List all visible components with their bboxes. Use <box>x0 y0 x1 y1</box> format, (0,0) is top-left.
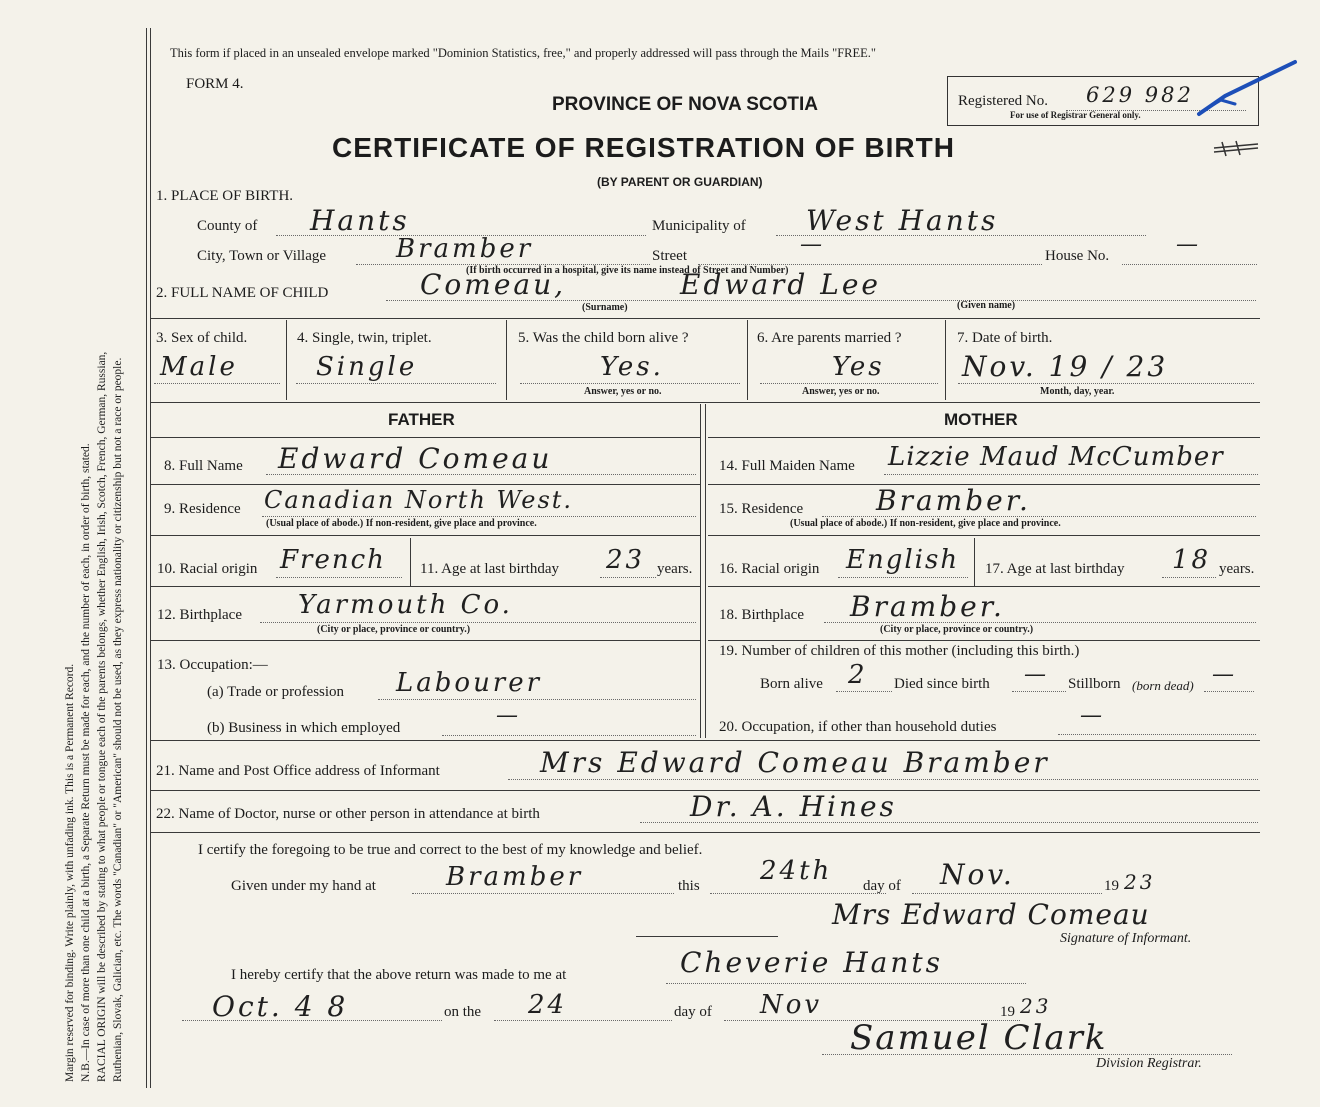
born-alive-question: 5. Was the child born alive ? <box>518 330 689 346</box>
house-no-label: House No. <box>1045 248 1110 264</box>
margin-line-2: N.B.—In case of more than one child at a birth, a Separate Return must be made for each, and the number of each, in order of birth, stated. <box>80 443 92 1082</box>
mother-heading: MOTHER <box>944 410 1018 429</box>
mother-residence-label: 15. Residence <box>719 501 804 517</box>
child-surname: Comeau, <box>420 268 567 301</box>
city-value: Bramber <box>396 234 534 264</box>
father-age-label: 11. Age at last birthday <box>420 561 559 577</box>
province-heading: PROVINCE OF NOVA SCOTIA <box>552 94 819 115</box>
plurality-label: 4. Single, twin, triplet. <box>297 330 432 346</box>
registrar-place-value: Cheverie Hants <box>680 946 943 979</box>
certificate-title: CERTIFICATE OF REGISTRATION OF BIRTH <box>332 132 955 163</box>
registered-no-label: Registered No. <box>958 93 1048 109</box>
born-alive-count-value: 2 <box>848 660 868 690</box>
mother-residence-caption: (Usual place of abode.) If non-resident, give place and province. <box>790 518 1061 529</box>
city-label: City, Town or Village <box>197 248 327 264</box>
father-trade-label: (a) Trade or profession <box>207 684 345 700</box>
mother-name-value: Lizzie Maud McCumber <box>888 442 1224 472</box>
died-since-birth-value: — <box>1024 662 1049 687</box>
father-residence-label: 9. Residence <box>164 501 241 517</box>
registrar-use-note: For use of Registrar General only. <box>1010 110 1141 120</box>
parents-married-question: 6. Are parents married ? <box>757 330 902 346</box>
dob-label: 7. Date of birth. <box>957 330 1053 346</box>
sex-label: 3. Sex of child. <box>156 330 248 346</box>
child-name-label: 2. FULL NAME OF CHILD <box>156 285 329 301</box>
registered-no-value: 629 982 <box>1086 83 1194 107</box>
children-count-label: 19. Number of children of this mother (including this birth.) <box>719 643 1080 659</box>
born-alive-answer: Yes. <box>600 352 664 382</box>
parents-married-answer: Yes <box>832 352 885 382</box>
attendant-label: 22. Name of Doctor, nurse or other person in attendance at birth <box>156 806 540 822</box>
margin-line-4: Ruthenian, Slovak, Galician, etc. The words "Canadian" or "American" should not be used, as they express nationality or citizenship but not a race or people. <box>112 357 124 1082</box>
father-business-value: — <box>496 703 521 728</box>
mother-age-label: 17. Age at last birthday <box>985 561 1125 577</box>
father-birthplace-label: 12. Birthplace <box>157 607 242 623</box>
father-name-label: 8. Full Name <box>164 458 243 474</box>
born-alive-caption: Answer, yes or no. <box>584 386 662 397</box>
plurality-value: Single <box>316 352 418 382</box>
father-years-label: years. <box>657 561 693 577</box>
mother-occupation-label: 20. Occupation, if other than household duties <box>719 719 997 735</box>
stillborn-note: (born dead) <box>1132 678 1194 693</box>
margin-notes <box>62 22 126 1082</box>
father-name-value: Edward Comeau <box>278 442 553 475</box>
stillborn-value: — <box>1212 662 1237 687</box>
street-value: — <box>800 232 825 257</box>
mother-age-value: 18 <box>1172 545 1212 575</box>
father-heading: FATHER <box>388 410 455 429</box>
mother-birthplace-caption: (City or place, province or country.) <box>880 624 1034 635</box>
surname-caption: (Surname) <box>582 302 628 313</box>
margin-line-3: RACIAL ORIGIN will be described by stating to what people or tongue each of the parents belongs, whether English, Irish, Scotch, French, German, Russian, <box>96 351 108 1082</box>
dob-value: Nov. 19 / 23 <box>962 350 1169 383</box>
mother-racial-label: 16. Racial origin <box>719 561 820 577</box>
form-number: FORM 4. <box>186 76 244 92</box>
given-day-of-label: day of <box>863 878 901 894</box>
father-business-label: (b) Business in which employed <box>207 720 401 736</box>
died-since-birth-label: Died since birth <box>894 676 990 692</box>
father-residence-value: Canadian North West. <box>264 486 574 514</box>
street-label: Street <box>652 248 687 264</box>
municipality-value: West Hants <box>806 204 999 237</box>
given-year-value: 23 <box>1124 870 1156 894</box>
child-given-name: Edward Lee <box>680 268 881 301</box>
informant-signature-caption: Signature of Informant. <box>1060 931 1192 946</box>
county-label: County of <box>197 218 258 234</box>
hospital-note: (If birth occurred in a hospital, give its name instead of Street and Number) <box>466 265 789 276</box>
certificate-subtitle: (BY PARENT OR GUARDIAN) <box>597 175 763 189</box>
certify-statement: I certify the foregoing to be true and correct to the best of my knowledge and belief. <box>198 842 703 858</box>
mother-name-label: 14. Full Maiden Name <box>719 458 855 474</box>
born-alive-count-label: Born alive <box>760 676 823 692</box>
father-trade-value: Labourer <box>396 668 543 698</box>
informant-value: Mrs Edward Comeau Bramber <box>540 746 1050 779</box>
registration-date-note: Oct. 4 8 <box>212 990 349 1023</box>
father-age-value: 23 <box>606 545 646 575</box>
mother-residence-value: Bramber. <box>876 484 1031 517</box>
registration-year-prefix: 19 <box>1000 1004 1015 1020</box>
given-at-label: Given under my hand at <box>231 878 376 894</box>
attendant-value: Dr. A. Hines <box>690 790 897 823</box>
mother-birthplace-value: Bramber. <box>850 590 1005 623</box>
mother-years-label: years. <box>1219 561 1255 577</box>
given-at-value: Bramber <box>446 862 584 892</box>
father-residence-caption: (Usual place of abode.) If non-resident, give place and province. <box>266 518 537 529</box>
place-of-birth-heading: 1. PLACE OF BIRTH. <box>156 188 294 204</box>
registration-day-value: 24 <box>528 990 568 1020</box>
given-month-value: Nov. <box>940 858 1015 891</box>
father-racial-label: 10. Racial origin <box>157 561 258 577</box>
mother-occupation-value: — <box>1080 703 1105 728</box>
left-border-inner <box>150 28 151 1088</box>
blue-check-mark <box>1195 56 1305 120</box>
father-birthplace-caption: (City or place, province or country.) <box>317 624 471 635</box>
mail-notice: This form if placed in an unsealed envelope marked "Dominion Statistics, free," and properly addressed will pass through the Mails "FREE." <box>170 46 877 60</box>
registrar-signature: Samuel Clark <box>850 1018 1108 1058</box>
left-border <box>146 28 147 1088</box>
informant-label: 21. Name and Post Office address of Informant <box>156 763 440 779</box>
given-year-prefix: 19 <box>1104 878 1119 894</box>
father-occupation-label: 13. Occupation:— <box>157 657 268 673</box>
father-birthplace-value: Yarmouth Co. <box>298 590 513 620</box>
house-no-value: — <box>1176 232 1201 257</box>
margin-line-1: Margin reserved for binding. Write plainly, with unfading ink. This is a Permanent Record. <box>64 663 76 1082</box>
stillborn-label: Stillborn <box>1068 676 1121 692</box>
registrar-signature-caption: Division Registrar. <box>1096 1056 1202 1071</box>
given-day-value: 24th <box>760 856 833 886</box>
registration-year-value: 23 <box>1020 994 1052 1018</box>
dob-caption: Month, day, year. <box>1040 386 1115 397</box>
father-racial-value: French <box>280 545 386 575</box>
informant-signature: Mrs Edward Comeau <box>832 898 1150 931</box>
crossed-mark <box>1212 138 1262 158</box>
county-value: Hants <box>310 204 410 237</box>
this-label: this <box>678 878 700 894</box>
municipality-label: Municipality of <box>652 218 746 234</box>
sex-value: Male <box>160 352 238 382</box>
mother-birthplace-label: 18. Birthplace <box>719 607 804 623</box>
given-name-caption: (Given name) <box>957 300 1016 311</box>
registration-month-value: Nov <box>760 990 823 1020</box>
registrar-statement: I hereby certify that the above return was made to me at <box>231 967 567 983</box>
mother-racial-value: English <box>846 545 960 575</box>
registration-day-of-label: day of <box>674 1004 712 1020</box>
parents-married-caption: Answer, yes or no. <box>802 386 880 397</box>
on-the-label: on the <box>444 1004 482 1020</box>
